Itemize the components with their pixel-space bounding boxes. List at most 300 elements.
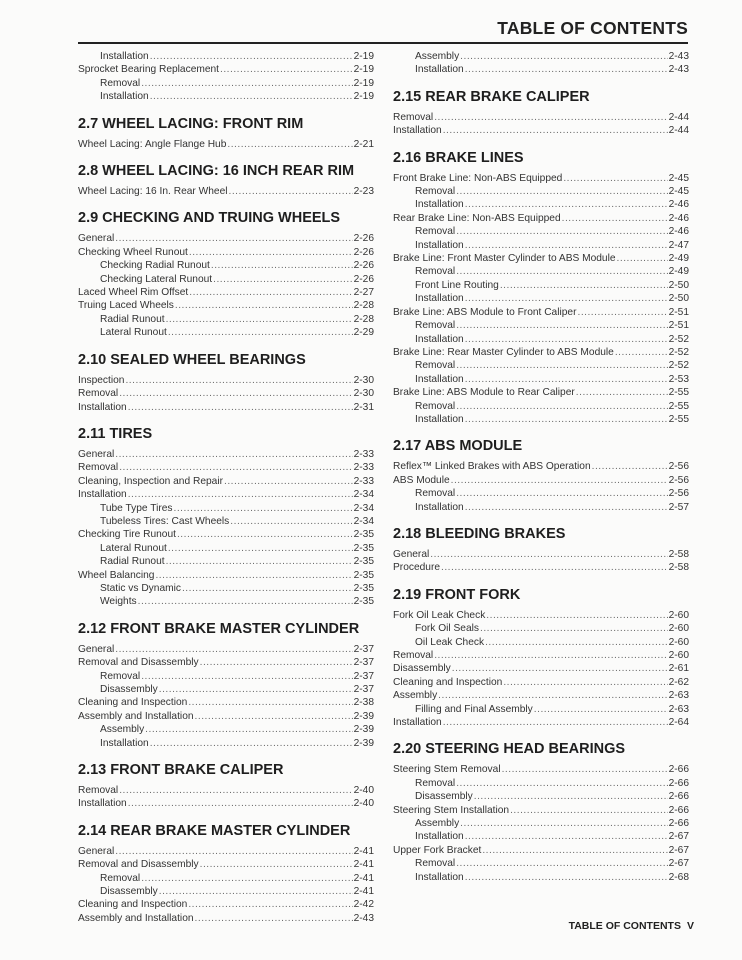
toc-entry[interactable] (393, 636, 689, 649)
toc-entry[interactable] (393, 871, 689, 884)
toc-entry[interactable] (78, 475, 374, 488)
entry-label: Installation (415, 373, 464, 385)
dot-leader (166, 555, 353, 568)
entry-label: Removal (415, 488, 456, 500)
toc-entry[interactable] (393, 830, 689, 843)
entry-label: Installation (100, 91, 149, 103)
section-heading: 2.18 BLEEDING BRAKES (393, 525, 566, 542)
entry-label: Installation (415, 293, 464, 305)
dot-leader (182, 582, 353, 595)
entry-label: Truing Laced Wheels (78, 300, 174, 312)
entry-page-number: 2-58 (668, 548, 689, 560)
entry-label: Reflex™ Linked Brakes with ABS Operation (393, 461, 591, 473)
section-heading: 2.9 CHECKING AND TRUING WHEELS (78, 210, 341, 227)
entry-label: Tube Type Tires (100, 502, 173, 514)
entry-label: Installation (415, 199, 464, 211)
toc-entry[interactable] (393, 487, 689, 500)
toc-entry[interactable] (393, 662, 689, 675)
entry-label: Removal (393, 111, 434, 123)
entry-page-number: 2-33 (353, 475, 374, 487)
entry-label: Installation (393, 125, 442, 137)
toc-entry[interactable] (393, 386, 689, 399)
entry-label: Checking Tire Runout (78, 529, 176, 541)
toc-entry[interactable] (393, 265, 689, 278)
entry-label: General (78, 845, 115, 857)
entry-label: Rear Brake Line: Non-ABS Equipped (393, 212, 561, 224)
entry-label: Removal (100, 872, 141, 884)
entry-label: Brake Line: Front Master Cylinder to ABS Module (393, 253, 616, 265)
dot-leader (188, 898, 352, 911)
toc-entry[interactable] (78, 273, 374, 286)
entry-page-number: 2-39 (353, 710, 374, 722)
dot-leader (486, 609, 667, 622)
dot-leader (465, 413, 668, 426)
toc-entry[interactable] (78, 185, 374, 198)
toc-entry[interactable] (78, 885, 374, 898)
entry-page-number: 2-66 (668, 777, 689, 789)
toc-section (78, 50, 374, 104)
toc-entry[interactable] (393, 252, 689, 265)
toc-entry[interactable] (393, 460, 689, 473)
entry-page-number: 2-56 (668, 474, 689, 486)
dot-leader (125, 374, 352, 387)
entry-page-number: 2-64 (668, 717, 689, 729)
dot-leader (456, 185, 667, 198)
toc-entry[interactable] (78, 683, 374, 696)
toc-entry[interactable] (393, 400, 689, 413)
toc-entry[interactable] (393, 319, 689, 332)
entry-page-number: 2-35 (353, 596, 374, 608)
dot-leader (220, 63, 353, 76)
entry-page-number: 2-26 (353, 273, 374, 285)
entry-label: Checking Wheel Runout (78, 246, 188, 258)
dot-leader (577, 306, 667, 319)
toc-entry[interactable] (393, 790, 689, 803)
toc-entry[interactable] (393, 561, 689, 574)
section-heading: 2.10 SEALED WHEEL BEARINGS (78, 351, 306, 368)
toc-entry[interactable] (393, 676, 689, 689)
toc-entry[interactable] (393, 649, 689, 662)
toc-entry[interactable] (393, 413, 689, 426)
dot-leader (456, 319, 667, 332)
toc-entry[interactable] (393, 306, 689, 319)
dot-leader (141, 872, 352, 885)
entry-page-number: 2-33 (353, 462, 374, 474)
toc-entry[interactable] (78, 737, 374, 750)
dot-leader (456, 359, 667, 372)
entry-page-number: 2-53 (668, 373, 689, 385)
entry-page-number: 2-43 (668, 51, 689, 62)
toc-entry[interactable] (78, 138, 374, 151)
toc-section (78, 163, 374, 198)
toc-section (78, 426, 374, 609)
entry-page-number: 2-67 (668, 844, 689, 856)
entry-page-number: 2-66 (668, 791, 689, 803)
dot-leader (474, 790, 668, 803)
toc-entry[interactable] (393, 777, 689, 790)
entry-label: Assembly and Installation (78, 912, 194, 924)
toc-entry[interactable] (78, 845, 374, 858)
entry-label: Removal (415, 266, 456, 278)
toc-entry[interactable] (78, 797, 374, 810)
toc-entry[interactable] (393, 359, 689, 372)
entry-page-number: 2-30 (353, 388, 374, 400)
toc-entry[interactable] (78, 286, 374, 299)
entry-page-number: 2-51 (668, 306, 689, 318)
entry-label: Installation (78, 798, 127, 810)
toc-entry[interactable] (78, 461, 374, 474)
entry-label: Disassembly (415, 791, 473, 803)
entry-label: Upper Fork Bracket (393, 844, 482, 856)
toc-section (78, 116, 374, 151)
dot-leader (200, 656, 353, 669)
toc-entry[interactable] (78, 784, 374, 797)
dot-leader (503, 676, 667, 689)
entry-label: Removal (415, 186, 456, 198)
toc-entry[interactable] (78, 723, 374, 736)
toc-section (78, 823, 374, 925)
entry-label: Static vs Dynamic (100, 582, 181, 594)
entry-label: Wheel Lacing: Angle Flange Hub (78, 138, 227, 150)
entry-label: Installation (415, 871, 464, 883)
toc-entry[interactable] (78, 528, 374, 541)
entry-label: Removal (415, 777, 456, 789)
dot-leader (438, 689, 667, 702)
entry-label: Removal (78, 785, 119, 797)
dot-leader (465, 501, 668, 514)
entry-label: Oil Leak Check (415, 636, 485, 648)
dot-leader (563, 172, 667, 185)
page-title: TABLE OF CONTENTS (497, 18, 688, 38)
toc-entry[interactable] (393, 212, 689, 225)
dot-leader (159, 885, 353, 898)
dot-leader (115, 448, 352, 461)
page-number: V (686, 920, 694, 932)
dot-leader (150, 50, 353, 63)
entry-page-number: 2-44 (668, 125, 689, 137)
toc-entry[interactable] (393, 501, 689, 514)
entry-page-number: 2-51 (668, 320, 689, 332)
entry-label: Radial Runout (100, 556, 165, 568)
toc-entry[interactable] (393, 239, 689, 252)
toc-entry[interactable] (78, 555, 374, 568)
toc-entry[interactable] (393, 373, 689, 386)
dot-leader (188, 696, 352, 709)
entry-page-number: 2-27 (353, 287, 374, 299)
entry-page-number: 2-19 (353, 91, 374, 103)
entry-label: Assembly (393, 690, 438, 702)
dot-leader (119, 784, 352, 797)
dot-leader (119, 387, 352, 400)
entry-label: Steering Stem Installation (393, 804, 510, 816)
section-heading: 2.15 REAR BRAKE CALIPER (393, 88, 590, 105)
dot-leader (230, 515, 352, 528)
toc-entry[interactable] (78, 246, 374, 259)
entry-page-number: 2-60 (668, 623, 689, 635)
entry-page-number: 2-63 (668, 690, 689, 702)
entry-page-number: 2-66 (668, 804, 689, 816)
entry-page-number: 2-41 (353, 859, 374, 871)
entry-label: General (78, 448, 115, 460)
toc-entry[interactable] (393, 225, 689, 238)
dot-leader (128, 797, 353, 810)
entry-label: Laced Wheel Rim Offset (78, 287, 189, 299)
entry-page-number: 2-56 (668, 461, 689, 473)
toc-entry[interactable] (78, 502, 374, 515)
toc-section (393, 150, 689, 427)
entry-label: Tubeless Tires: Cast Wheels (100, 515, 230, 527)
header-divider (78, 42, 688, 44)
toc-entry[interactable] (393, 804, 689, 817)
toc-entry[interactable] (78, 569, 374, 582)
entry-label: Cleaning, Inspection and Repair (78, 475, 223, 487)
toc-entry[interactable] (393, 817, 689, 830)
entry-label: Disassembly (393, 663, 451, 675)
entry-label: Fork Oil Leak Check (393, 609, 486, 621)
toc-entry[interactable] (393, 279, 689, 292)
toc-entry[interactable] (78, 299, 374, 312)
toc-section (393, 587, 689, 730)
entry-page-number: 2-37 (353, 684, 374, 695)
toc-entry[interactable] (78, 696, 374, 709)
entry-page-number: 2-21 (353, 138, 374, 150)
entry-page-number: 2-34 (353, 489, 374, 501)
toc-entry[interactable] (78, 387, 374, 400)
entry-label: Wheel Lacing: 16 In. Rear Wheel (78, 186, 228, 198)
dot-leader (500, 279, 668, 292)
entry-label: Disassembly (100, 684, 158, 695)
entry-label: Checking Radial Runout (100, 260, 210, 272)
toc-entry[interactable] (393, 172, 689, 185)
toc-entry[interactable] (78, 77, 374, 90)
toc-entry[interactable] (78, 670, 374, 683)
toc-section (393, 526, 689, 575)
toc-entry[interactable] (78, 515, 374, 528)
entry-page-number: 2-46 (668, 212, 689, 224)
entry-label: Weights (100, 596, 137, 608)
dot-leader (119, 461, 352, 474)
entry-label: Removal and Disassembly (78, 657, 199, 669)
dot-leader (485, 636, 668, 649)
toc-entry[interactable] (78, 898, 374, 911)
section-heading: 2.17 ABS MODULE (393, 438, 523, 455)
dot-leader (534, 703, 668, 716)
entry-page-number: 2-34 (353, 502, 374, 514)
dot-leader (480, 622, 668, 635)
entry-page-number: 2-46 (668, 226, 689, 238)
entry-label: Procedure (393, 562, 441, 574)
section-heading: 2.20 STEERING HEAD BEARINGS (393, 741, 626, 758)
toc-entry[interactable] (393, 292, 689, 305)
dot-leader (168, 542, 353, 555)
entry-page-number: 2-60 (668, 636, 689, 648)
entry-page-number: 2-34 (353, 515, 374, 527)
entry-page-number: 2-33 (353, 448, 374, 460)
entry-page-number: 2-57 (668, 501, 689, 513)
section-heading: 2.11 TIRES (78, 425, 153, 442)
toc-entry[interactable] (393, 622, 689, 635)
dot-leader (115, 232, 352, 245)
entry-page-number: 2-26 (353, 260, 374, 272)
toc-entry[interactable] (393, 763, 689, 776)
toc-entry[interactable] (78, 313, 374, 326)
toc-entry[interactable] (393, 857, 689, 870)
entry-label: Brake Line: ABS Module to Rear Caliper (393, 387, 575, 399)
toc-entry[interactable] (78, 448, 374, 461)
entry-page-number: 2-28 (353, 313, 374, 325)
entry-label: Removal (415, 226, 456, 238)
entry-label: Installation (415, 501, 464, 513)
entry-page-number: 2-23 (353, 186, 374, 198)
toc-entry[interactable] (393, 198, 689, 211)
toc-entry[interactable] (393, 346, 689, 359)
entry-page-number: 2-46 (668, 199, 689, 211)
dot-leader (115, 845, 352, 858)
toc-entry[interactable] (393, 689, 689, 702)
dot-leader (213, 273, 352, 286)
entry-page-number: 2-60 (668, 650, 689, 661)
entry-label: ABS Module (393, 474, 450, 486)
entry-label: Removal and Disassembly (78, 859, 199, 871)
dot-leader (465, 373, 668, 386)
dot-leader (443, 716, 668, 729)
toc-entry[interactable] (393, 333, 689, 346)
entry-label: Installation (415, 239, 464, 251)
entry-page-number: 2-49 (668, 266, 689, 278)
toc-section (78, 352, 374, 414)
entry-page-number: 2-60 (668, 609, 689, 621)
entry-label: General (78, 643, 115, 655)
toc-entry[interactable] (78, 872, 374, 885)
dot-leader (456, 777, 667, 790)
dot-leader (189, 286, 352, 299)
entry-label: Installation (415, 64, 464, 76)
dot-leader (430, 548, 667, 561)
toc-entry[interactable] (78, 595, 374, 608)
toc-entry[interactable] (393, 609, 689, 622)
dot-leader (510, 804, 668, 817)
entry-label: Removal (100, 670, 141, 682)
entry-page-number: 2-42 (353, 899, 374, 911)
toc-entry[interactable] (78, 710, 374, 723)
dot-leader (128, 488, 353, 501)
entry-label: Removal (415, 858, 456, 870)
entry-page-number: 2-52 (668, 333, 689, 345)
toc-entry[interactable] (78, 259, 374, 272)
entry-page-number: 2-31 (353, 401, 374, 413)
dot-leader (465, 292, 668, 305)
dot-leader (173, 502, 352, 515)
dot-leader (138, 595, 353, 608)
toc-entry[interactable] (393, 50, 689, 63)
dot-leader (465, 871, 668, 884)
toc-entry[interactable] (78, 643, 374, 656)
toc-entry[interactable] (393, 716, 689, 729)
dot-leader (562, 212, 668, 225)
entry-page-number: 2-38 (353, 697, 374, 709)
toc-entry[interactable] (393, 185, 689, 198)
toc-entry[interactable] (78, 63, 374, 76)
entry-label: Installation (78, 401, 127, 413)
entry-page-number: 2-44 (668, 111, 689, 123)
entry-label: Installation (100, 51, 149, 62)
toc-entry[interactable] (393, 703, 689, 716)
toc-entry[interactable] (78, 582, 374, 595)
entry-page-number: 2-40 (353, 798, 374, 810)
dot-leader (229, 185, 353, 198)
dot-leader (456, 400, 667, 413)
page-footer (0, 920, 694, 932)
entry-page-number: 2-55 (668, 413, 689, 425)
section-heading: 2.16 BRAKE LINES (393, 149, 524, 166)
dot-leader (175, 299, 353, 312)
entry-page-number: 2-26 (353, 233, 374, 245)
entry-label: Removal (78, 388, 119, 400)
toc-entry[interactable] (78, 326, 374, 339)
entry-page-number: 2-55 (668, 387, 689, 399)
toc-entry[interactable] (78, 90, 374, 103)
toc-entry[interactable] (78, 542, 374, 555)
entry-label: Removal (415, 320, 456, 332)
toc-entry[interactable] (393, 548, 689, 561)
entry-page-number: 2-67 (668, 831, 689, 843)
dot-leader (168, 326, 353, 339)
toc-entry[interactable] (78, 374, 374, 387)
toc-entry[interactable] (393, 63, 689, 76)
toc-entry[interactable] (78, 656, 374, 669)
entry-page-number: 2-45 (668, 172, 689, 184)
dot-leader (452, 662, 668, 675)
entry-page-number: 2-66 (668, 764, 689, 776)
entry-page-number: 2-28 (353, 300, 374, 312)
dot-leader (592, 460, 668, 473)
entry-label: Front Brake Line: Non-ABS Equipped (393, 172, 563, 184)
toc-entry[interactable] (393, 124, 689, 137)
entry-page-number: 2-35 (353, 556, 374, 568)
toc-section (78, 762, 374, 811)
dot-leader (224, 475, 353, 488)
entry-label: Removal (415, 360, 456, 372)
section-heading: 2.19 FRONT FORK (393, 586, 521, 603)
toc-entry[interactable] (78, 50, 374, 63)
toc-entry[interactable] (393, 474, 689, 487)
entry-page-number: 2-19 (353, 51, 374, 62)
entry-page-number: 2-29 (353, 327, 374, 339)
toc-section (393, 741, 689, 884)
section-heading: 2.14 REAR BRAKE MASTER CYLINDER (78, 822, 351, 839)
entry-label: General (78, 233, 115, 245)
entry-label: Assembly (415, 818, 460, 830)
entry-label: Installation (100, 737, 149, 749)
dot-leader (465, 333, 668, 346)
entry-page-number: 2-37 (353, 670, 374, 682)
entry-label: Removal (415, 400, 456, 412)
toc-entry[interactable] (78, 401, 374, 414)
toc-entry[interactable] (78, 858, 374, 871)
toc-entry[interactable] (393, 844, 689, 857)
dot-leader (456, 225, 667, 238)
entry-page-number: 2-26 (353, 246, 374, 258)
toc-entry[interactable] (78, 488, 374, 501)
entry-label: Installation (78, 489, 127, 501)
dot-leader (465, 63, 668, 76)
entry-page-number: 2-58 (668, 562, 689, 574)
toc-entry[interactable] (78, 232, 374, 245)
dot-leader (177, 528, 353, 541)
toc-entry[interactable] (393, 111, 689, 124)
entry-page-number: 2-50 (668, 279, 689, 291)
entry-page-number: 2-35 (353, 529, 374, 541)
